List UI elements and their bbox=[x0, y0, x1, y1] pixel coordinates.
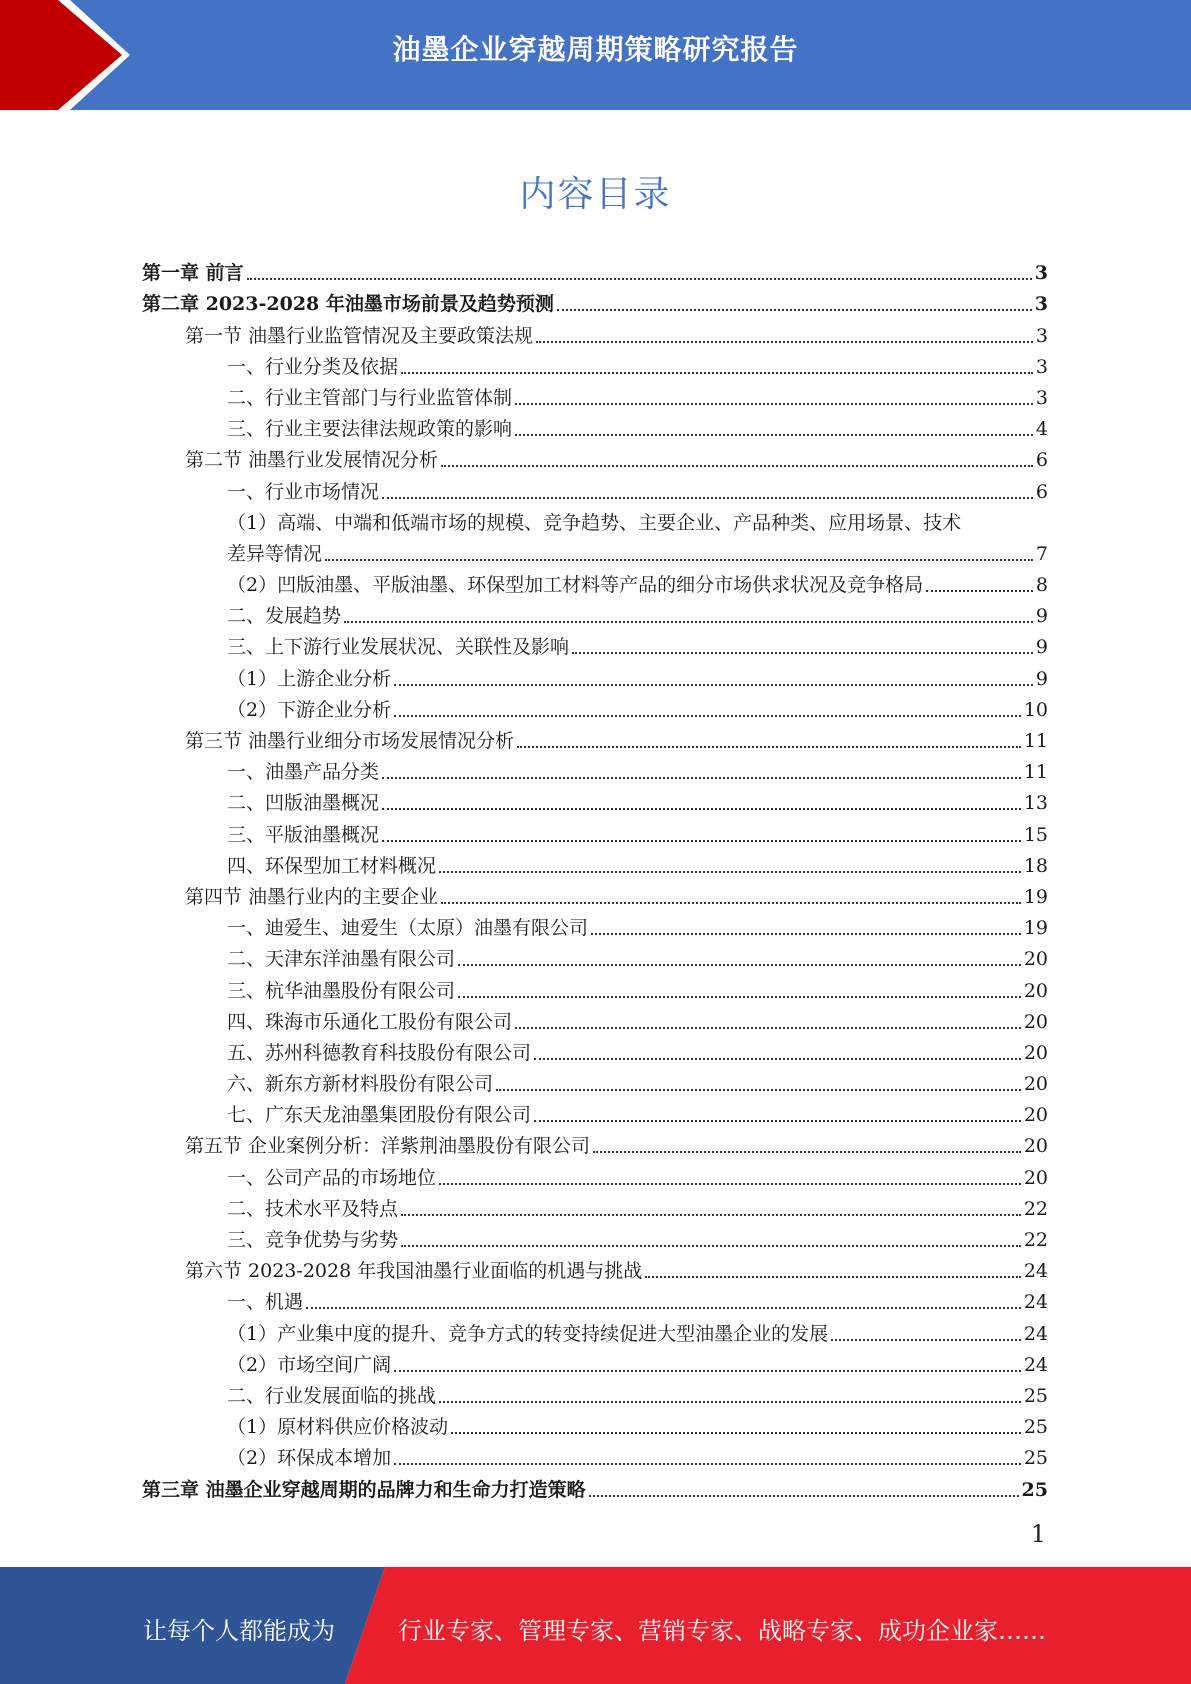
toc-entry[interactable] bbox=[142, 254, 1048, 285]
toc-entry-text: 一、行业市场情况 bbox=[227, 480, 380, 503]
toc-entry-text: 二、技术水平及特点 bbox=[227, 1197, 399, 1220]
toc-entry-text: （1）高端、中端和低端市场的规模、竞争趋势、主要企业、产品种类、应用场景、技术 bbox=[227, 511, 962, 534]
toc-leader-dots bbox=[247, 277, 1032, 280]
toc-entry-text: 差异等情况 bbox=[227, 542, 323, 565]
toc-entry-text: （2）下游企业分析 bbox=[227, 698, 392, 721]
toc-entry-page: 20 bbox=[1023, 1166, 1048, 1189]
toc-entry-page: 24 bbox=[1023, 1291, 1048, 1314]
toc-entry-page: 11 bbox=[1023, 761, 1048, 784]
toc-entry-page: 19 bbox=[1023, 885, 1048, 908]
toc-entry-page: 3 bbox=[1035, 386, 1048, 409]
toc-entry-text: 七、广东天龙油墨集团股份有限公司 bbox=[227, 1104, 532, 1127]
toc-leader-dots bbox=[926, 589, 1033, 592]
toc-leader-dots bbox=[572, 651, 1033, 654]
toc-entry[interactable] bbox=[142, 566, 1048, 597]
toc-entry-page: 3 bbox=[1035, 355, 1048, 378]
toc-leader-dots bbox=[306, 1306, 1021, 1309]
toc-entry-page: 24 bbox=[1023, 1353, 1048, 1376]
toc-entry[interactable] bbox=[142, 379, 1048, 410]
toc-entry[interactable] bbox=[142, 847, 1048, 878]
toc-leader-dots bbox=[382, 839, 1021, 842]
toc-entry-text: 第三节 油墨行业细分市场发展情况分析 bbox=[185, 730, 515, 752]
toc-entry-page: 3 bbox=[1035, 324, 1048, 347]
toc-entry[interactable] bbox=[142, 1034, 1048, 1065]
toc-entry[interactable] bbox=[142, 1003, 1048, 1034]
toc-entry[interactable] bbox=[142, 1346, 1048, 1377]
toc-entry[interactable] bbox=[142, 410, 1048, 441]
toc-entry[interactable] bbox=[142, 316, 1048, 347]
toc-entry-page: 22 bbox=[1023, 1229, 1048, 1251]
toc-entry-text: 一、公司产品的市场地位 bbox=[227, 1166, 437, 1189]
toc-entry[interactable] bbox=[142, 659, 1048, 690]
toc-entry[interactable] bbox=[142, 1096, 1048, 1127]
toc-entry[interactable] bbox=[142, 722, 1048, 753]
toc-entry-text: 四、环保型加工材料概况 bbox=[227, 854, 437, 877]
toc-entry[interactable] bbox=[142, 285, 1048, 316]
toc-entry[interactable] bbox=[142, 1221, 1048, 1252]
toc-entry[interactable] bbox=[142, 1377, 1048, 1408]
toc-leader-dots bbox=[515, 1026, 1021, 1029]
toc-entry[interactable] bbox=[142, 1158, 1048, 1189]
toc-entry-page: 20 bbox=[1023, 1135, 1048, 1158]
toc-entry-page: 6 bbox=[1035, 480, 1048, 503]
toc-entry-page: 20 bbox=[1023, 1010, 1048, 1033]
footer-slogan-right: 行业专家、管理专家、营销专家、战略专家、成功企业家…… bbox=[398, 1617, 1046, 1645]
toc-entry-page: 18 bbox=[1023, 854, 1048, 877]
toc-leader-dots bbox=[593, 1150, 1021, 1153]
toc-leader-dots bbox=[441, 901, 1021, 904]
toc-entry-text: 一、行业分类及依据 bbox=[227, 355, 399, 378]
toc-entry-page: 20 bbox=[1023, 1104, 1048, 1127]
toc-entry-text: 一、机遇 bbox=[227, 1291, 304, 1314]
toc-entry-text: 第一节 油墨行业监管情况及主要政策法规 bbox=[185, 324, 534, 347]
toc-entry-text: 二、行业主管部门与行业监管体制 bbox=[227, 386, 513, 409]
table-of-contents bbox=[142, 254, 1048, 1502]
toc-leader-dots bbox=[344, 620, 1033, 623]
toc-entry[interactable] bbox=[142, 472, 1048, 503]
toc-entry[interactable] bbox=[142, 878, 1048, 909]
footer-slogan-left: 让每个人都能成为 bbox=[143, 1617, 335, 1645]
toc-entry[interactable] bbox=[142, 348, 1048, 379]
toc-entry-page: 10 bbox=[1023, 698, 1048, 721]
toc-entry-text: 一、油墨产品分类 bbox=[227, 761, 380, 784]
toc-entry-page: 19 bbox=[1023, 917, 1048, 940]
toc-entry-page: 3 bbox=[1034, 293, 1048, 316]
toc-entry-text: 第二节 油墨行业发展情况分析 bbox=[185, 449, 439, 472]
toc-entry-page: 25 bbox=[1023, 1416, 1048, 1439]
toc-entry[interactable] bbox=[142, 1439, 1048, 1470]
page-header bbox=[0, 0, 1191, 110]
toc-entry-page: 25 bbox=[1023, 1447, 1048, 1470]
toc-entry[interactable] bbox=[142, 784, 1048, 815]
report-title: 油墨企业穿越周期策略研究报告 bbox=[392, 33, 799, 66]
toc-leader-dots bbox=[439, 1400, 1021, 1403]
toc-entry-text: 五、苏州科德教育科技股份有限公司 bbox=[227, 1041, 532, 1064]
toc-entry[interactable] bbox=[142, 1314, 1048, 1345]
toc-title: 内容目录 bbox=[519, 174, 672, 215]
toc-leader-dots bbox=[401, 1213, 1021, 1216]
toc-entry-text: 第三章 油墨企业穿越周期的品牌力和生命力打造策略 bbox=[142, 1478, 586, 1501]
toc-entry[interactable] bbox=[142, 691, 1048, 722]
toc-entry-page: 13 bbox=[1023, 792, 1048, 815]
toc-entry-page: 24 bbox=[1023, 1322, 1048, 1345]
toc-entry-text: 三、平版油墨概况 bbox=[227, 823, 380, 846]
toc-entry-page: 15 bbox=[1023, 823, 1048, 846]
toc-entry-page: 24 bbox=[1023, 1260, 1048, 1283]
toc-entry-text: 三、竞争优势与劣势 bbox=[227, 1229, 399, 1251]
toc-entry-page: 25 bbox=[1021, 1478, 1048, 1501]
toc-entry-text: 第二章 2023-2028 年油墨市场前景及趋势预测 bbox=[142, 293, 554, 316]
toc-leader-dots bbox=[458, 963, 1021, 966]
toc-entry-text: 二、凹版油墨概况 bbox=[227, 792, 380, 815]
toc-entry-page: 4 bbox=[1035, 418, 1048, 441]
toc-leader-dots bbox=[439, 1182, 1021, 1185]
toc-leader-dots bbox=[382, 496, 1033, 499]
toc-leader-dots bbox=[451, 1431, 1021, 1434]
toc-entry-text: 六、新东方新材料股份有限公司 bbox=[227, 1073, 494, 1096]
toc-entry-text: （1）原材料供应价格波动 bbox=[227, 1416, 449, 1439]
toc-entry-text: 一、迪爱生、迪爱生（太原）油墨有限公司 bbox=[227, 917, 589, 940]
toc-leader-dots bbox=[589, 1494, 1019, 1497]
toc-entry-text: （1）产业集中度的提升、竞争方式的转变持续促进大型油墨企业的发展 bbox=[227, 1322, 829, 1345]
toc-leader-dots bbox=[394, 1462, 1021, 1465]
toc-entry-text: （2）环保成本增加 bbox=[227, 1447, 392, 1470]
toc-entry-text: 第五节 企业案例分析：洋紫荆油墨股份有限公司 bbox=[185, 1135, 591, 1158]
toc-entry-text: （2）市场空间广阔 bbox=[227, 1353, 392, 1376]
toc-leader-dots bbox=[394, 683, 1033, 686]
toc-entry[interactable] bbox=[142, 1065, 1048, 1096]
toc-entry-page: 7 bbox=[1035, 542, 1048, 565]
toc-entry[interactable] bbox=[142, 1252, 1048, 1283]
toc-entry-page: 9 bbox=[1035, 636, 1048, 659]
toc-entry[interactable] bbox=[142, 753, 1048, 784]
page-number: 1 bbox=[1030, 1520, 1046, 1548]
toc-entry-text: 三、行业主要法律法规政策的影响 bbox=[227, 418, 513, 441]
toc-leader-dots bbox=[382, 807, 1021, 810]
toc-entry-page: 9 bbox=[1035, 667, 1048, 690]
toc-entry-page: 22 bbox=[1023, 1197, 1048, 1220]
toc-entry[interactable] bbox=[142, 909, 1048, 940]
page-footer bbox=[0, 1567, 1191, 1684]
toc-entry[interactable] bbox=[142, 628, 1048, 659]
toc-entry-text: 三、上下游行业发展状况、关联性及影响 bbox=[227, 636, 570, 659]
toc-entry[interactable] bbox=[142, 1470, 1048, 1501]
toc-leader-dots bbox=[534, 1057, 1021, 1060]
toc-entry-page: 20 bbox=[1023, 1073, 1048, 1096]
toc-entry-page: 9 bbox=[1035, 605, 1048, 628]
toc-entry[interactable] bbox=[142, 815, 1048, 846]
toc-entry-continued[interactable] bbox=[142, 535, 1048, 566]
toc-leader-dots bbox=[458, 995, 1021, 998]
toc-leader-dots bbox=[557, 308, 1032, 311]
toc-entry-page: 20 bbox=[1023, 948, 1048, 971]
toc-entry-text: 二、发展趋势 bbox=[227, 605, 342, 628]
toc-leader-dots bbox=[515, 433, 1033, 436]
toc-entry-text: 第一章 前言 bbox=[142, 262, 244, 285]
toc-entry-page: 20 bbox=[1023, 1041, 1048, 1064]
toc-leader-dots bbox=[401, 371, 1033, 374]
toc-leader-dots bbox=[325, 558, 1033, 561]
toc-leader-dots bbox=[645, 1275, 1021, 1278]
toc-entry-text: 二、行业发展面临的挑战 bbox=[227, 1384, 437, 1407]
toc-leader-dots bbox=[382, 776, 1021, 779]
toc-entry[interactable] bbox=[142, 504, 1048, 535]
toc-entry-page: 8 bbox=[1035, 574, 1048, 597]
toc-entry[interactable] bbox=[142, 1190, 1048, 1221]
toc-entry-text: 第四节 油墨行业内的主要企业 bbox=[185, 885, 439, 908]
toc-leader-dots bbox=[515, 402, 1033, 405]
toc-entry-page: 3 bbox=[1034, 262, 1048, 285]
toc-entry-text: 二、天津东洋油墨有限公司 bbox=[227, 948, 456, 971]
toc-leader-dots bbox=[534, 1119, 1021, 1122]
toc-leader-dots bbox=[441, 464, 1033, 467]
toc-entry-page: 11 bbox=[1023, 730, 1048, 752]
toc-entry-text: 第六节 2023-2028 年我国油墨行业面临的机遇与挑战 bbox=[185, 1260, 643, 1283]
toc-entry-text: 四、珠海市乐通化工股份有限公司 bbox=[227, 1010, 513, 1033]
toc-leader-dots bbox=[517, 745, 1021, 748]
toc-leader-dots bbox=[831, 1338, 1021, 1341]
toc-entry[interactable] bbox=[142, 940, 1048, 971]
toc-entry-text: （2）凹版油墨、平版油墨、环保型加工材料等产品的细分市场供求状况及竞争格局 bbox=[227, 574, 924, 597]
toc-entry[interactable] bbox=[142, 1283, 1048, 1314]
toc-leader-dots bbox=[591, 932, 1021, 935]
toc-leader-dots bbox=[439, 870, 1021, 873]
toc-entry[interactable] bbox=[142, 441, 1048, 472]
toc-leader-dots bbox=[394, 1369, 1021, 1372]
toc-leader-dots bbox=[394, 714, 1021, 717]
toc-entry-page: 20 bbox=[1023, 979, 1048, 1002]
toc-entry-text: 三、杭华油墨股份有限公司 bbox=[227, 979, 456, 1002]
toc-leader-dots bbox=[401, 1244, 1021, 1247]
toc-entry[interactable] bbox=[142, 597, 1048, 628]
toc-leader-dots bbox=[496, 1088, 1021, 1091]
toc-entry-page: 25 bbox=[1023, 1384, 1048, 1407]
toc-entry[interactable] bbox=[142, 971, 1048, 1002]
toc-entry-text: （1）上游企业分析 bbox=[227, 667, 392, 690]
toc-entry-page: 6 bbox=[1035, 449, 1048, 472]
toc-entry[interactable] bbox=[142, 1127, 1048, 1158]
toc-leader-dots bbox=[536, 340, 1033, 343]
toc-entry[interactable] bbox=[142, 1408, 1048, 1439]
